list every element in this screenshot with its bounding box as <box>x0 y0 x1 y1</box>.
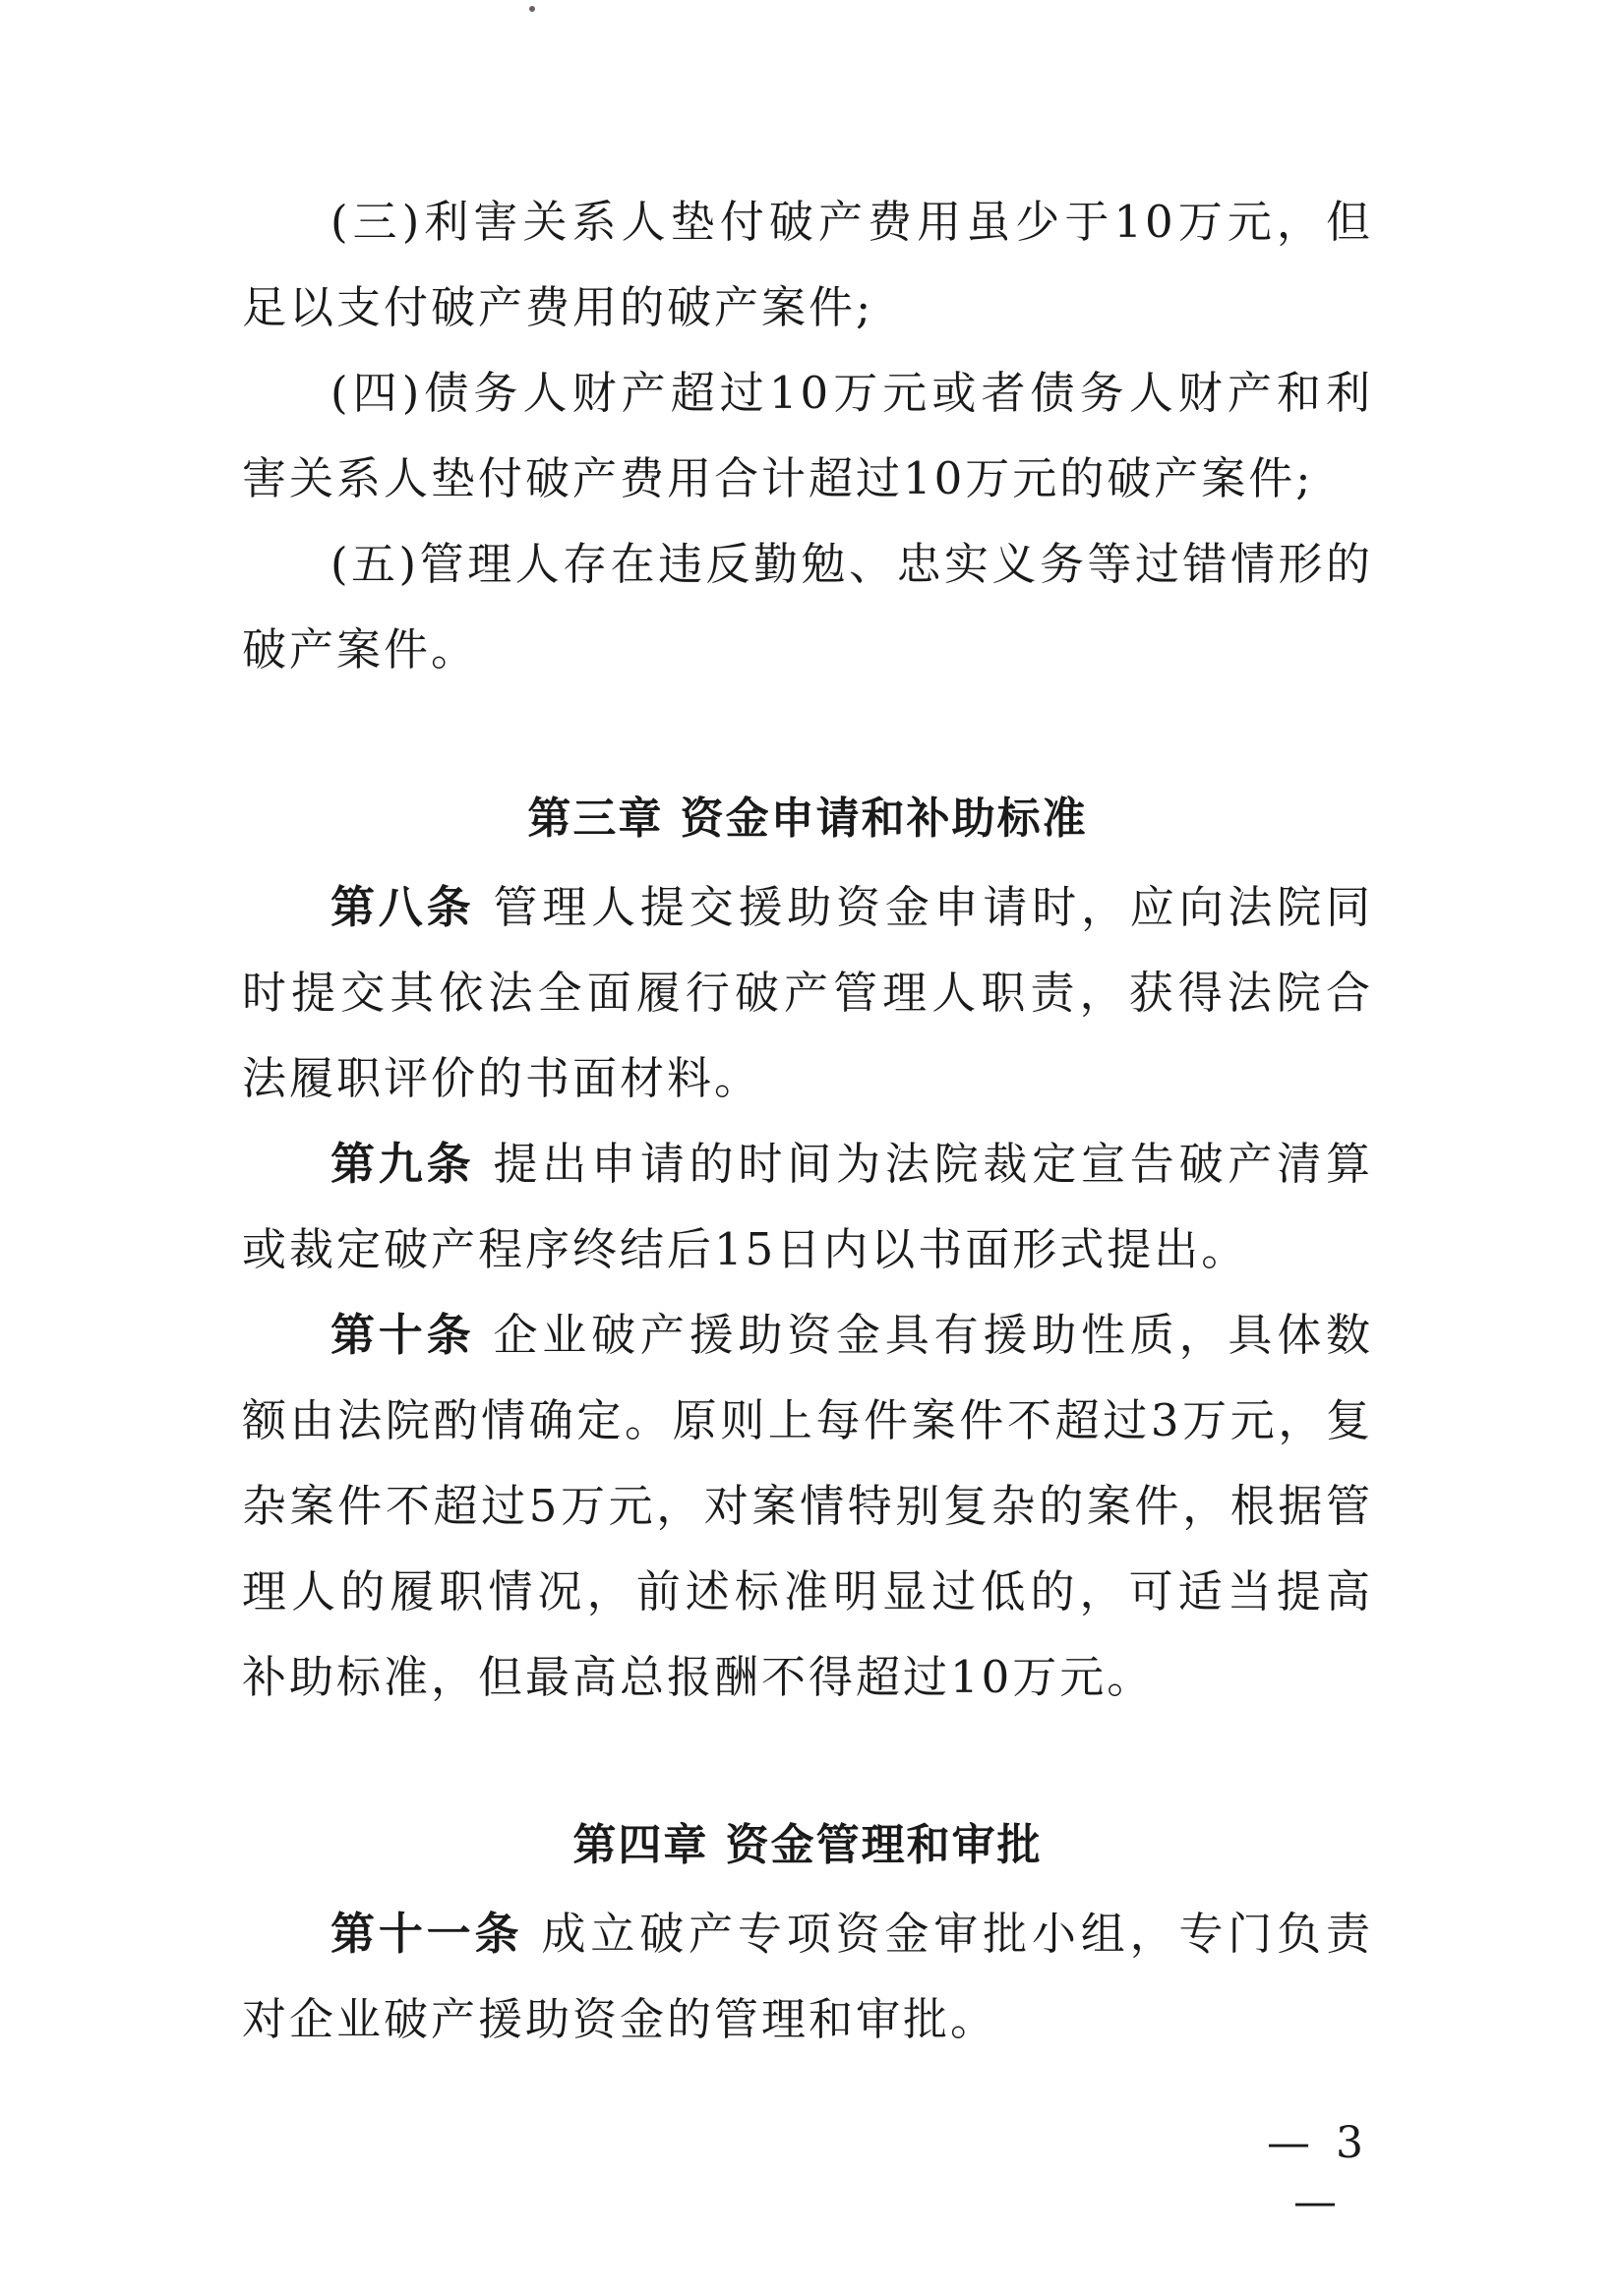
chapter-three-body <box>242 864 1373 1720</box>
article-eleven <box>242 1891 1373 2062</box>
chapter-four-title: 第四章 资金管理和审批 <box>572 1820 1043 1870</box>
article-ten-lead: 第十条 <box>330 1309 475 1361</box>
item-five: (五)管理人存在违反勤勉、忠实义务等过错情形的破产案件。 <box>242 538 1373 676</box>
article-eight-text: 管理人提交援助资金申请时，应向法院同时提交其依法全面履行破产管理人职责，获得法院合法履职评价的书面材料。 <box>242 881 1373 1104</box>
article-nine-text: 提出申请的时间为法院裁定宣告破产清算或裁定破产程序终结后15日内以书面形式提出。 <box>242 1138 1373 1275</box>
scan-speck <box>529 6 535 12</box>
article-eleven-text: 成立破产专项资金审批小组，专门负责对企业破产援助资金的管理和审批。 <box>242 1908 1373 2045</box>
page-number: — 3 — <box>1267 2118 1369 2227</box>
item-three: (三)利害关系人垫付破产费用虽少于10万元，但足以支付破产费用的破产案件; <box>242 196 1373 333</box>
article-eight-lead: 第八条 <box>330 881 475 933</box>
article-nine <box>242 1121 1373 1292</box>
chapter-three-title: 第三章 资金申请和补助标准 <box>527 794 1088 844</box>
article-nine-lead: 第九条 <box>330 1138 475 1190</box>
article-ten-text: 企业破产援助资金具有援助性质，具体数额由法院酌情确定。原则上每件案件不超过3万元，复杂案件不超过5万元，对案情特别复杂的案件，根据管理人的履职情况，前述标准明显过低的，可适当提高补助标准，但最高总报酬不得超过10万元。 <box>242 1309 1373 1703</box>
item-four: (四)债务人财产超过10万元或者债务人财产和利害关系人垫付破产费用合计超过10万元的破产案件; <box>242 367 1373 504</box>
article-eight <box>242 864 1373 1121</box>
items-block <box>242 179 1373 692</box>
article-ten <box>242 1292 1373 1720</box>
article-eleven-lead: 第十一条 <box>330 1908 523 1960</box>
chapter-four-body <box>242 1891 1373 2062</box>
